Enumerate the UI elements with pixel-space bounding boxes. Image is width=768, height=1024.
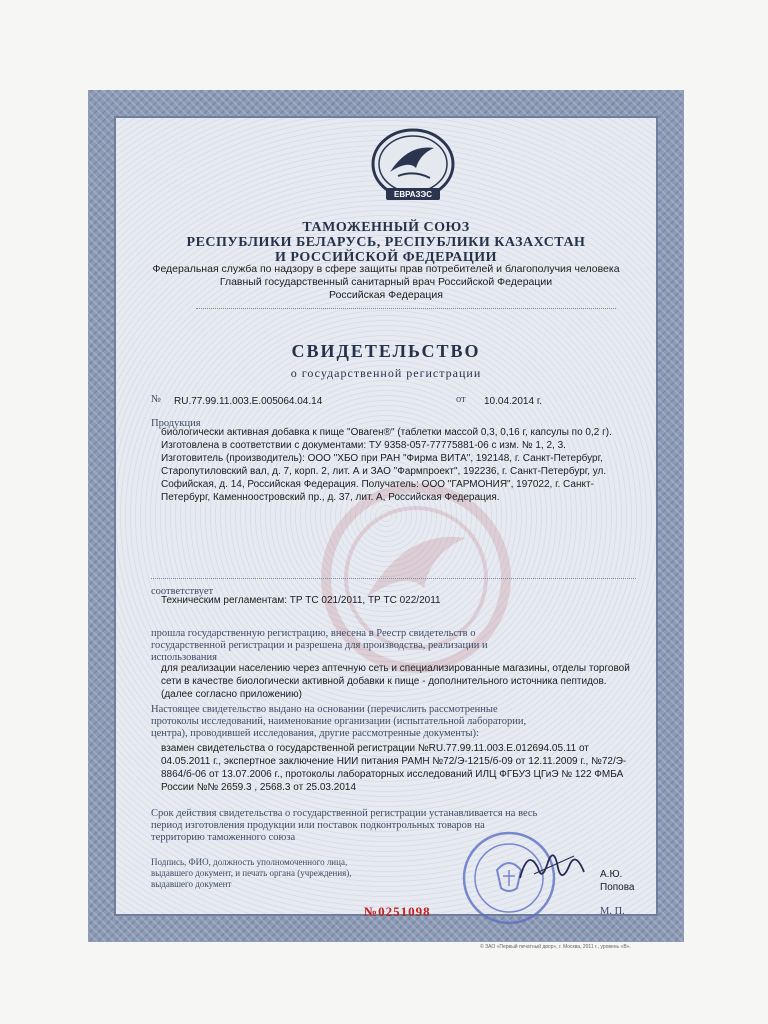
registration-date: 10.04.2014 г. — [484, 396, 543, 407]
header-line-2: РЕСПУБЛИКИ БЕЛАРУСЬ, РЕСПУБЛИКИ КАЗАХСТАН — [186, 235, 586, 250]
emblem-text: ЕВРАЗЭС — [393, 190, 433, 199]
basis-text: протоколы исследований, наименование организации (испытательной лаборатории, — [151, 716, 527, 727]
product-line: Изготовлена в соответствии с документами: ТУ 9358-057-77775881-06 с изм. № 1, 2, 3. — [161, 440, 566, 451]
signature-caption: выдавшего документ, и печать органа (учреждения), — [151, 868, 352, 878]
basis-value: 04.05.2011 г., экспертное заключение НИИ питания РАМН №72/Э-1215/б-09 от 12.11.2009 г., №72/Э- — [161, 756, 627, 767]
product-line: Софийская, д. 14, Российская Федерация. Получатель: ООО "ГАРМОНИЯ", 197022, г. Санкт- — [161, 479, 594, 490]
product-line: Изготовитель (производитель): ООО "ХБО при РАН "Фирма ВИТА", 192148, г. Санкт-Петербург, — [161, 453, 603, 464]
usage-line: для реализации населению через аптечную сеть и специализированные магазины, отделы торговой — [161, 663, 630, 674]
basis-value: России №№ 2659.3 , 2568.3 от 25.03.2014 — [161, 782, 357, 793]
signature-caption: выдавшего документ — [151, 879, 232, 889]
product-line: биологически активная добавка к пище "Оваген®" (таблетки массой 0,3, 0,16 г, капсулы по 0,2 г). — [161, 427, 612, 438]
certificate-document — [88, 90, 684, 942]
signatory-name: А.Ю. Попова — [600, 869, 635, 893]
usage-line: (далее согласно приложению) — [161, 689, 302, 700]
conforms-label: соответствует — [151, 586, 214, 597]
validity-text: территорию таможенного союза — [151, 832, 296, 843]
basis-text: центра), проводившей исследования, другие рассмотренные документы): — [151, 728, 479, 739]
product-line: Старопутиловский вал, д. 7, корп. 2, лит. А и ЗАО "Фармпроект", 192236, г. Санкт-Петербург, ул. — [161, 466, 607, 477]
signature-caption: Подпись, ФИО, должность уполномоченного лица, — [151, 857, 348, 867]
seal-place-label: М. П. — [600, 906, 625, 917]
certificate-inner-panel — [114, 116, 658, 919]
product-label: Продукция — [151, 418, 201, 429]
agency-name: Федеральная служба по надзору в сфере защиты прав потребителей и благополучия человека — [152, 263, 620, 275]
serial-number: №0251098 — [364, 904, 431, 919]
number-label: № — [151, 394, 162, 405]
product-line: Петербург, Каменноостровский пр., д. 37, лит. А, Российская Федерация. — [161, 492, 500, 503]
header-line-1: ТАМОЖЕННЫЙ СОЮЗ — [302, 220, 470, 235]
date-label: от — [456, 394, 466, 405]
document-subtitle: о государственной регистрации — [290, 366, 482, 380]
signature-icon — [514, 838, 594, 893]
country-name: Российская Федерация — [329, 289, 443, 301]
registered-text: использования — [151, 652, 217, 663]
header-line-3: И РОССИЙСКОЙ ФЕДЕРАЦИИ — [275, 250, 497, 265]
registered-text: государственной регистрации и разрешена для производства, реализации и — [151, 640, 488, 651]
basis-value: 8864/б-06 от 13.07.2006 г., протоколы лабораторных исследований ИЛЦ ФГБУЗ ЦГиЭ № 122 ФМБА — [161, 769, 624, 780]
divider — [151, 578, 636, 579]
registered-text: прошла государственную регистрацию, внесена в Реестр свидетельств о — [151, 628, 476, 639]
usage-line: сети в качестве биологически активной добавки к пище - дополнительного источника пептидов. — [161, 676, 607, 687]
chief-doctor-title: Главный государственный санитарный врач Российской Федерации — [219, 276, 553, 288]
basis-value: взамен свидетельства о государственной регистрации №RU.77.99.11.003.Е.012694.05.11 от — [161, 743, 589, 754]
registration-number: RU.77.99.11.003.Е.005064.04.14 — [174, 396, 323, 407]
validity-text: Срок действия свидетельства о государственной регистрации устанавливается на весь — [151, 808, 538, 819]
divider — [196, 308, 616, 309]
eurasec-emblem-icon — [368, 124, 458, 214]
basis-text: Настоящее свидетельство выдано на основании (перечислить рассмотренные — [151, 704, 498, 715]
validity-text: период изготовления продукции или поставок подконтрольных товаров на — [151, 820, 485, 831]
printer-footer: © ЗАО «Первый печатный двор», г. Москва, 2011 г., уровень «В». — [480, 944, 631, 950]
document-title: СВИДЕТЕЛЬСТВО — [291, 341, 481, 361]
conforms-value: Техническим регламентам: ТР ТС 021/2011, ТР ТС 022/2011 — [161, 595, 441, 606]
